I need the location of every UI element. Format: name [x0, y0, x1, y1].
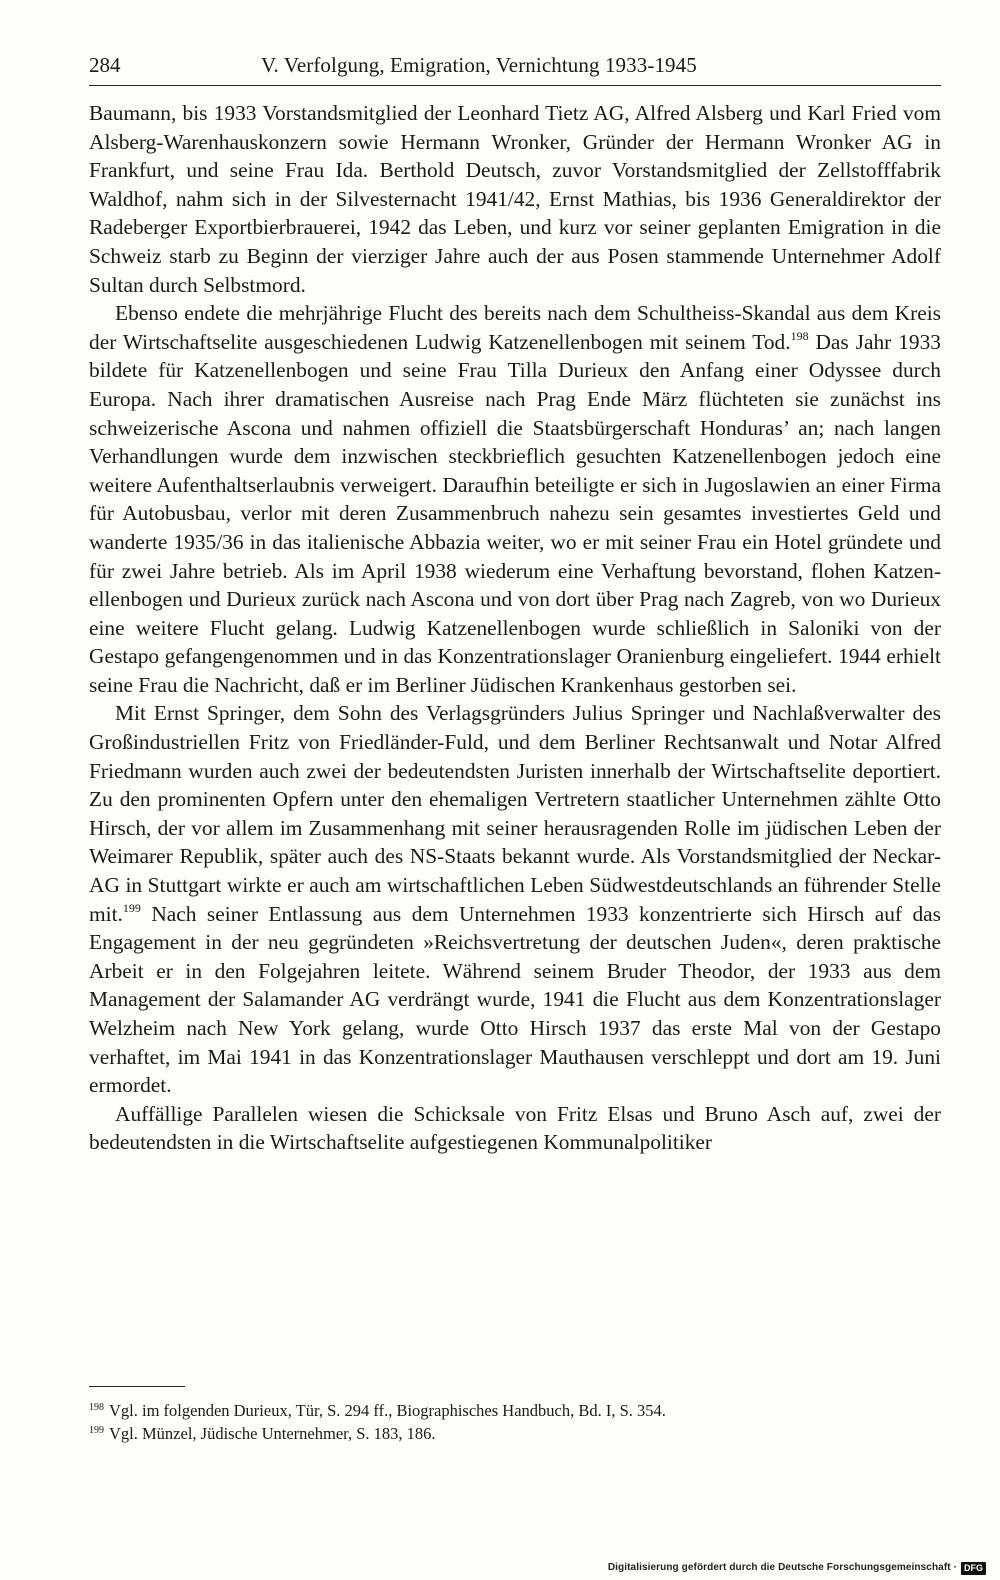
paragraph-3 — [89, 699, 941, 1099]
footnote-number: 198 — [89, 1402, 104, 1413]
footnote-198 — [89, 1399, 941, 1422]
running-head — [89, 52, 941, 82]
paragraph-text: Auffällige Parallelen wiesen die Schicksale von Fritz Elsas und Bruno Asch auf, zwei der bedeutendsten in die Wirtschaftselite aufgestiegenen Kommunalpolitiker — [89, 1101, 941, 1155]
footnote-rule — [89, 1386, 185, 1387]
page-number: 284 — [89, 53, 121, 77]
header-rule — [89, 85, 941, 86]
footnote-number: 199 — [89, 1425, 104, 1436]
paragraph-4 — [89, 1100, 941, 1157]
paragraph-2 — [89, 299, 941, 699]
footnote-text: Vgl. Münzel, Jüdische Unternehmer, S. 183, 186. — [109, 1424, 436, 1443]
paragraph-1 — [89, 99, 941, 299]
paragraph-text: Ebenso endete die mehrjährige Flucht des bereits nach dem Schultheiss-Skandal aus dem Kreis der Wirtschaftselite ausgeschiedenen Ludwig Katzenellenbogen mit seinem Tod. — [89, 301, 941, 354]
paragraph-text: Mit Ernst Springer, dem Sohn des Verlagsgründers Julius Springer und Nachlaßverwalter des Großindustriellen Fritz von Friedländer-Fuld, und dem Berliner Rechtsanwalt und Notar Alfred Friedmann wurden auch zwei der bedeutendsten Juristen innerhalb der Wirtschaftselite deportiert. Zu den prominenten Opfern unter den ehemaligen Vertretern staatlicher Unternehmen zählte Otto Hirsch, der vor allem im Zusammenhang mit seiner herausragenden Rolle im jüdischen Leben der Weimarer Republik, später auch des NS-Staats bekannt wurde. Als Vorstandsmitglied der Neckar-AG in Stuttgart wirkte er auch am wirtschaftlichen Leben Südwestdeutschlands an führender Stelle mit. — [89, 701, 941, 926]
footnote-199 — [89, 1422, 941, 1445]
footnotes — [89, 1399, 941, 1445]
digitization-credit — [608, 1561, 986, 1575]
paragraph-text: Baumann, bis 1933 Vorstandsmitglied der Leonhard Tietz AG, Alfred Alsberg und Karl Fried vom Alsberg-Warenhauskonzern sowie Hermann Wronker, Gründer der Hermann Wronker AG in Frankfurt, und seine Frau Ida. Berthold Deutsch, zuvor Vorstandsmitglied der Zellstofffabrik Waldhof, nahm sich in der Silvesternacht 1941/42, Ernst Mathias, bis 1936 Generaldirektor der Radeberger Exportbierbrauerei, 1942 das Leben, und kurz vor seiner geplanten Emigration in die Schweiz starb zu Beginn der vierziger Jahre auch der aus Posen stammende Unternehmer Adolf Sultan durch Selbstmord. — [89, 101, 941, 297]
footnote-text: Vgl. im folgenden Durieux, Tür, S. 294 ff., Biographisches Handbuch, Bd. I, S. 354. — [109, 1401, 666, 1420]
paragraph-text: Das Jahr 1933 bildete für Katzenellenbogen und seine Frau Tilla Durieux den Anfang einer Odyssee durch Europa. Nach ihrer dramatischen Ausreise nach Prag Ende März flüchteten sie zunächst ins schweizerische Ascona und nahmen offiziell die Staatsbürgerschaft Honduras’ an; nach langen Verhandlungen wurde dem inzwischen steckbrieflich gesuchten Katzenellenbogen jedoch eine weitere Aufenthaltserlaubnis verweigert. Daraufhin beteiligte er sich in Jugoslawien an einer Firma für Autobusbau, verlor mit deren Zusammenbruch nahezu sein gesamtes investiertes Geld und wanderte 1935/36 in das italienische Abbazia weiter, wo er mit seiner Frau ein Hotel gründete und für zwei Jahre betrieb. Als im April 1938 wiederum eine Verhaftung bevorstand, flohen Katzenellenbogen und Durieux zurück nach Ascona und von dort über Prag nach Zagreb, von wo Durieux eine weitere Flucht gelang. Ludwig Katzenellenbogen wurde schließlich in Saloniki von der Gestapo gefangengenommen und in das Konzentrationslager Oranienburg eingeliefert. 1944 erhielt seine Frau die Nachricht, daß er im Berliner Jüdischen Krankenhaus gestorben sei. — [89, 329, 941, 697]
running-title: V. Verfolgung, Emigration, Vernichtung 1933-1945 — [261, 53, 697, 77]
dfg-logo-icon: DFG — [961, 1562, 986, 1575]
paragraph-text: Nach seiner Entlassung aus dem Unternehmen 1933 konzentrierte sich Hirsch auf das Engagement in der neu gegründeten »Reichsvertretung der deutschen Juden«, deren praktische Arbeit er in den Folgejahren leitete. Während seinem Bruder Theodor, der 1933 aus dem Management der Salamander AG verdrängt wurde, 1941 die Flucht aus dem Konzentrationslager Welzheim nach New York gelang, wurde Otto Hirsch 1937 das erste Mal von der Gestapo verhaftet, im Mai 1941 in das Konzentrationslager Mauthausen verschleppt und dort am 19. Juni ermordet. — [89, 901, 941, 1098]
credit-text: Digitalisierung gefördert durch die Deutsche Forschungsgemeinschaft · — [607, 1562, 957, 1573]
body-text — [89, 99, 941, 1157]
footnote-reference-198[interactable]: 198 — [790, 328, 809, 343]
footnote-reference-199[interactable]: 199 — [122, 900, 141, 915]
